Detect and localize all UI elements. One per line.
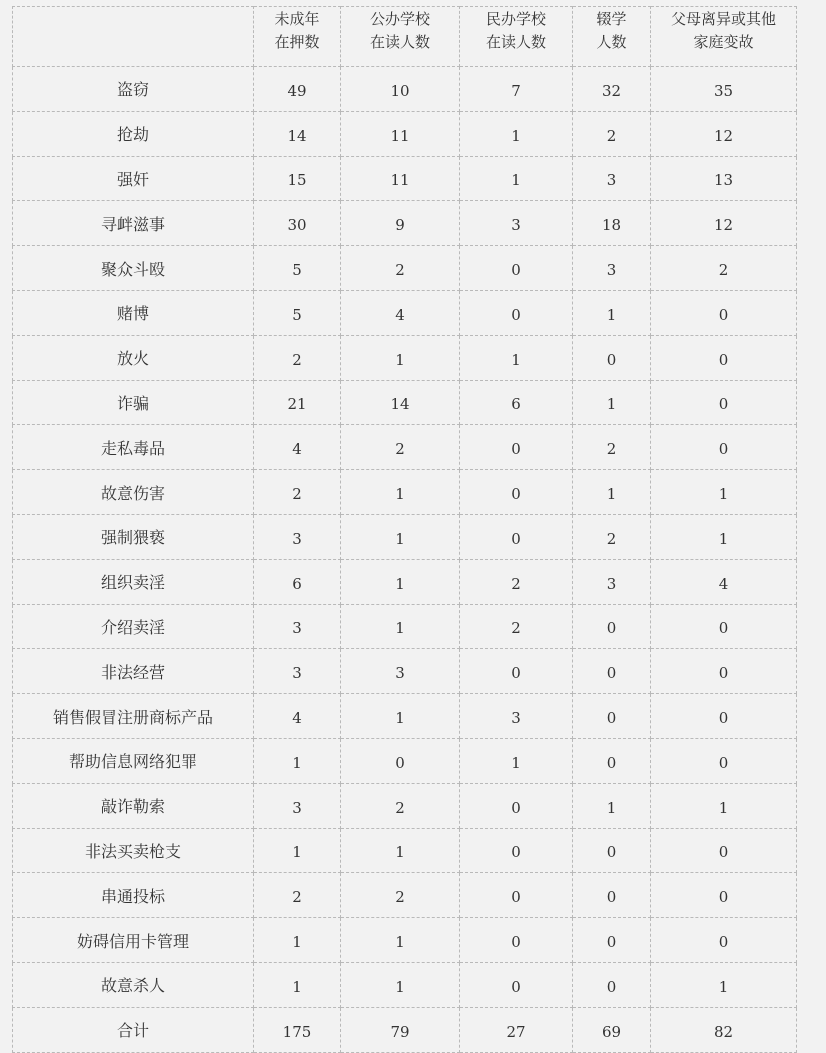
- row-value-cell: 0: [651, 649, 797, 694]
- header-cell-family-change: [651, 7, 797, 67]
- row-value-cell: 18: [573, 201, 651, 246]
- table-row: [13, 246, 797, 291]
- row-value-cell: 0: [651, 380, 797, 425]
- table-row: [13, 918, 797, 963]
- row-value-cell: 0: [573, 649, 651, 694]
- row-value-cell: 79: [341, 1007, 460, 1052]
- row-value-cell: 10: [341, 67, 460, 112]
- row-value-cell: 0: [651, 873, 797, 918]
- row-value-cell: 21: [254, 380, 341, 425]
- row-label: 放火: [13, 335, 254, 380]
- table-row: [13, 738, 797, 783]
- row-value-cell: 1: [651, 962, 797, 1007]
- row-value-cell: 1: [651, 514, 797, 559]
- row-value-cell: 3: [254, 783, 341, 828]
- row-value-cell: 14: [341, 380, 460, 425]
- row-value-cell: 0: [573, 828, 651, 873]
- row-value-cell: 1: [651, 783, 797, 828]
- row-label: 非法经营: [13, 649, 254, 694]
- table-row: [13, 559, 797, 604]
- table-row: [13, 783, 797, 828]
- row-value-cell: 1: [341, 335, 460, 380]
- row-value-cell: 0: [460, 918, 573, 963]
- row-value-cell: 1: [573, 470, 651, 515]
- row-value-cell: 1: [460, 335, 573, 380]
- row-value-cell: 0: [651, 918, 797, 963]
- row-value-cell: 0: [460, 649, 573, 694]
- row-value-cell: 2: [460, 559, 573, 604]
- table-row: [13, 828, 797, 873]
- row-value-cell: 14: [254, 111, 341, 156]
- row-value-cell: 0: [651, 694, 797, 739]
- row-value-cell: 82: [651, 1007, 797, 1052]
- row-value-cell: 2: [341, 425, 460, 470]
- row-value-cell: 1: [341, 514, 460, 559]
- row-value-cell: 3: [460, 694, 573, 739]
- header-line1: 公办学校: [369, 10, 430, 28]
- row-value-cell: 4: [254, 694, 341, 739]
- table-row: [13, 67, 797, 112]
- row-value-cell: 2: [254, 335, 341, 380]
- row-value-cell: 1: [460, 738, 573, 783]
- table-row: [13, 604, 797, 649]
- row-value-cell: 0: [460, 425, 573, 470]
- row-value-cell: 2: [651, 246, 797, 291]
- row-value-cell: 1: [341, 694, 460, 739]
- header-cell-detained: [254, 7, 341, 67]
- row-value-cell: 0: [651, 290, 797, 335]
- row-value-cell: 2: [573, 425, 651, 470]
- row-value-cell: 12: [651, 201, 797, 246]
- row-value-cell: 1: [573, 783, 651, 828]
- header-line2: 在读人数: [485, 33, 546, 51]
- row-value-cell: 3: [573, 246, 651, 291]
- row-value-cell: 0: [460, 246, 573, 291]
- row-value-cell: 1: [341, 604, 460, 649]
- row-label: 妨碍信用卡管理: [13, 918, 254, 963]
- header-cell-private-school: [460, 7, 573, 67]
- row-label: 合计: [13, 1007, 254, 1052]
- row-value-cell: 35: [651, 67, 797, 112]
- row-value-cell: 1: [573, 380, 651, 425]
- row-value-cell: 1: [341, 470, 460, 515]
- row-value-cell: 6: [460, 380, 573, 425]
- row-value-cell: 1: [651, 470, 797, 515]
- row-value-cell: 5: [254, 246, 341, 291]
- header-line1: 辍学: [596, 10, 627, 28]
- row-label: 诈骗: [13, 380, 254, 425]
- row-value-cell: 0: [651, 604, 797, 649]
- table-row: [13, 156, 797, 201]
- row-value-cell: 69: [573, 1007, 651, 1052]
- row-value-cell: 3: [460, 201, 573, 246]
- row-value-cell: 2: [460, 604, 573, 649]
- row-value-cell: 1: [254, 962, 341, 1007]
- row-value-cell: 1: [254, 738, 341, 783]
- row-value-cell: 1: [254, 918, 341, 963]
- row-label: 聚众斗殴: [13, 246, 254, 291]
- row-label: 组织卖淫: [13, 559, 254, 604]
- table-row: [13, 694, 797, 739]
- row-label: 强制猥亵: [13, 514, 254, 559]
- row-value-cell: 0: [651, 738, 797, 783]
- row-value-cell: 0: [460, 514, 573, 559]
- header-cell-dropout: [573, 7, 651, 67]
- row-value-cell: 0: [460, 962, 573, 1007]
- header-cell-category: [13, 7, 254, 67]
- row-value-cell: 2: [341, 246, 460, 291]
- header-row: [13, 7, 797, 67]
- table-row: [13, 380, 797, 425]
- table-row: [13, 470, 797, 515]
- row-label: 走私毒品: [13, 425, 254, 470]
- header-line1: 民办学校: [485, 10, 546, 28]
- table-row: [13, 201, 797, 246]
- header-line2: 家庭变故: [693, 33, 754, 51]
- row-value-cell: 0: [341, 738, 460, 783]
- table-row: [13, 514, 797, 559]
- row-value-cell: 175: [254, 1007, 341, 1052]
- row-value-cell: 0: [651, 335, 797, 380]
- row-value-cell: 3: [573, 559, 651, 604]
- row-value-cell: 0: [573, 738, 651, 783]
- row-label: 强奸: [13, 156, 254, 201]
- row-label: 敲诈勒索: [13, 783, 254, 828]
- table-row: [13, 873, 797, 918]
- row-value-cell: 0: [651, 828, 797, 873]
- row-value-cell: 1: [341, 918, 460, 963]
- row-value-cell: 2: [254, 470, 341, 515]
- row-value-cell: 0: [573, 694, 651, 739]
- table-row: [13, 290, 797, 335]
- row-value-cell: 1: [460, 111, 573, 156]
- row-value-cell: 2: [573, 514, 651, 559]
- row-value-cell: 0: [460, 783, 573, 828]
- row-value-cell: 0: [573, 962, 651, 1007]
- row-value-cell: 4: [254, 425, 341, 470]
- row-label: 非法买卖枪支: [13, 828, 254, 873]
- row-label: 帮助信息网络犯罪: [13, 738, 254, 783]
- row-value-cell: 0: [460, 470, 573, 515]
- row-value-cell: 7: [460, 67, 573, 112]
- row-value-cell: 32: [573, 67, 651, 112]
- row-value-cell: 0: [460, 290, 573, 335]
- table-row: [13, 649, 797, 694]
- row-value-cell: 0: [573, 918, 651, 963]
- row-value-cell: 2: [254, 873, 341, 918]
- row-value-cell: 12: [651, 111, 797, 156]
- row-value-cell: 1: [341, 828, 460, 873]
- row-label: 故意杀人: [13, 962, 254, 1007]
- row-value-cell: 13: [651, 156, 797, 201]
- row-value-cell: 6: [254, 559, 341, 604]
- table-row: [13, 111, 797, 156]
- row-value-cell: 1: [460, 156, 573, 201]
- row-value-cell: 3: [254, 649, 341, 694]
- row-value-cell: 0: [573, 604, 651, 649]
- row-value-cell: 4: [651, 559, 797, 604]
- row-value-cell: 3: [254, 604, 341, 649]
- row-value-cell: 0: [573, 335, 651, 380]
- statistics-table: [12, 6, 797, 1053]
- row-value-cell: 4: [341, 290, 460, 335]
- row-value-cell: 3: [254, 514, 341, 559]
- row-label: 寻衅滋事: [13, 201, 254, 246]
- row-value-cell: 11: [341, 156, 460, 201]
- row-value-cell: 49: [254, 67, 341, 112]
- row-value-cell: 11: [341, 111, 460, 156]
- header-line2: 人数: [596, 33, 627, 51]
- header-cell-public-school: [341, 7, 460, 67]
- row-value-cell: 3: [341, 649, 460, 694]
- row-label: 故意伤害: [13, 470, 254, 515]
- table-row: [13, 425, 797, 470]
- row-value-cell: 0: [460, 828, 573, 873]
- row-value-cell: 27: [460, 1007, 573, 1052]
- header-line2: 在读人数: [369, 33, 430, 51]
- table-row: [13, 1007, 797, 1052]
- header-line1: 未成年: [274, 10, 320, 28]
- row-value-cell: 30: [254, 201, 341, 246]
- row-value-cell: 15: [254, 156, 341, 201]
- table-row: [13, 335, 797, 380]
- row-label: 赌博: [13, 290, 254, 335]
- row-label: 介绍卖淫: [13, 604, 254, 649]
- row-value-cell: 2: [573, 111, 651, 156]
- data-sheet: [12, 6, 796, 1053]
- row-value-cell: 1: [573, 290, 651, 335]
- row-label: 串通投标: [13, 873, 254, 918]
- row-value-cell: 0: [651, 425, 797, 470]
- row-value-cell: 5: [254, 290, 341, 335]
- row-value-cell: 0: [573, 873, 651, 918]
- row-value-cell: 2: [341, 783, 460, 828]
- table-row: [13, 962, 797, 1007]
- row-value-cell: 0: [460, 873, 573, 918]
- row-label: 销售假冒注册商标产品: [13, 694, 254, 739]
- table-body: [13, 67, 797, 1053]
- row-value-cell: 1: [254, 828, 341, 873]
- row-label: 抢劫: [13, 111, 254, 156]
- header-line2: 在押数: [274, 33, 320, 51]
- row-value-cell: 1: [341, 962, 460, 1007]
- row-label: 盗窃: [13, 67, 254, 112]
- header-line1: 父母离异或其他: [670, 10, 776, 28]
- row-value-cell: 3: [573, 156, 651, 201]
- row-value-cell: 9: [341, 201, 460, 246]
- row-value-cell: 2: [341, 873, 460, 918]
- row-value-cell: 1: [341, 559, 460, 604]
